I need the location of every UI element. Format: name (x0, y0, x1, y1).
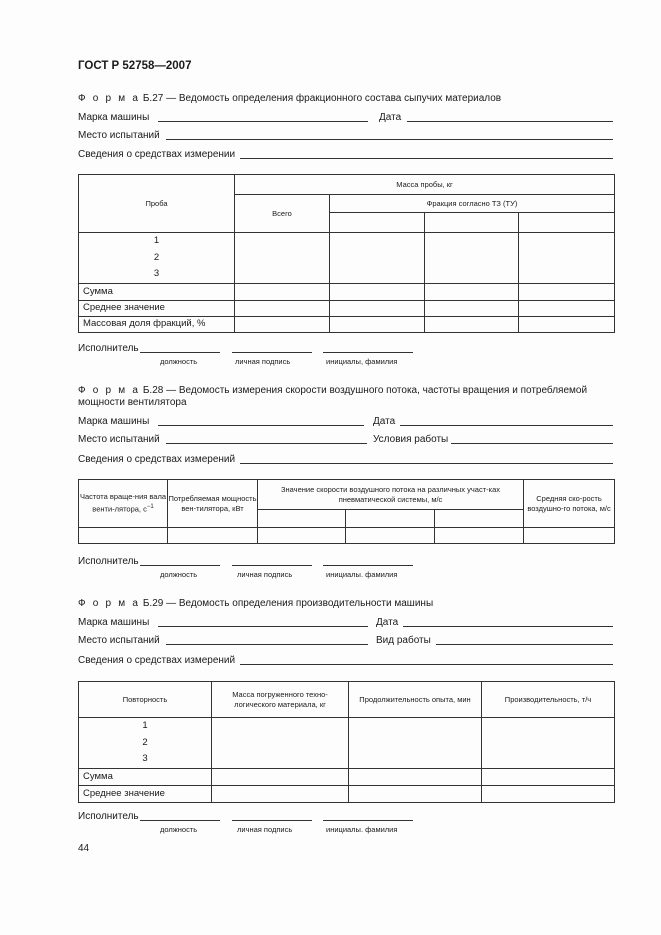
table-cell[interactable] (212, 768, 349, 785)
conditions-field[interactable] (451, 443, 613, 444)
signature-caption: личная подпись (237, 825, 293, 834)
machine-label: Марка машины (78, 112, 150, 123)
productivity-table (78, 681, 615, 803)
form-b28-title (78, 385, 618, 409)
share-row-label: Массовая доля фракций, % (79, 316, 235, 332)
place-field[interactable] (166, 443, 367, 444)
table-cell[interactable] (235, 283, 330, 300)
table-cell[interactable] (435, 510, 524, 528)
fraction-table (78, 174, 615, 333)
col-mass-header: Масса пробы, кг (235, 175, 615, 195)
form-prefix: Ф о р м а (78, 385, 141, 396)
machine-field[interactable] (158, 425, 364, 426)
col-freq-text: Частота враще-ния вала венти-лятора, с (79, 492, 167, 514)
col-productivity-header: Производительность, т/ч (482, 682, 615, 718)
col-repeat-header: Повторность (79, 682, 212, 718)
table-cell[interactable] (235, 300, 330, 316)
table-cell[interactable] (482, 718, 615, 769)
table-cell[interactable] (482, 785, 615, 802)
col-probe-header: Проба (79, 175, 235, 233)
form-title-text: Б.27 — Ведомость определения фракционного состава сыпучих материалов (140, 93, 502, 104)
table-cell[interactable] (235, 316, 330, 332)
table-cell[interactable] (425, 233, 519, 284)
row-numbers (79, 718, 212, 769)
conditions-label: Условия работы (373, 434, 449, 445)
table-cell[interactable] (330, 316, 425, 332)
signature-caption: личная подпись (235, 357, 291, 366)
table-cell[interactable] (519, 283, 615, 300)
row-number: 1 (142, 720, 148, 731)
position-caption: должность (160, 570, 198, 579)
table-cell[interactable] (425, 316, 519, 332)
table-cell[interactable] (330, 213, 425, 233)
sum-row-label: Сумма (79, 768, 212, 785)
position-caption: должность (160, 825, 198, 834)
means-field[interactable] (240, 463, 613, 464)
means-label: Сведения о средствах измерении (78, 149, 236, 160)
row-number: 3 (142, 753, 148, 764)
avg-row-label: Среднее значение (79, 785, 212, 802)
worktype-field[interactable] (436, 644, 613, 645)
machine-label: Марка машины (78, 617, 150, 628)
machine-label: Марка машины (78, 416, 150, 427)
means-label: Сведения о средствах измерений (78, 655, 236, 666)
means-field[interactable] (240, 664, 613, 665)
table-cell[interactable] (425, 283, 519, 300)
sum-row-label: Сумма (79, 283, 235, 300)
executor-label: Исполнитель (78, 811, 139, 822)
form-title-text: Б.29 — Ведомость определения производительности машины (140, 598, 434, 609)
table-cell[interactable] (349, 785, 482, 802)
table-cell[interactable] (349, 768, 482, 785)
col-total-header: Всего (235, 195, 330, 233)
place-field[interactable] (166, 139, 613, 140)
col-power-header: Потребляемая мощность вен-тилятора, кВт (168, 480, 258, 528)
table-cell[interactable] (330, 233, 425, 284)
table-cell[interactable] (258, 528, 346, 544)
col-fraction-header: Фракция согласно ТЗ (ТУ) (330, 195, 615, 213)
col-avg-header: Средняя ско-рость воздушно-го потока, м/с (524, 480, 615, 528)
form-prefix: Ф о р м а (78, 93, 141, 104)
initials-caption: инициалы. фамилия (326, 570, 398, 579)
machine-field[interactable] (158, 121, 368, 122)
table-cell[interactable] (435, 528, 524, 544)
date-field[interactable] (400, 425, 613, 426)
table-cell[interactable] (346, 528, 435, 544)
col-speed-header: Значение скорости воздушного потока на различных участ-ках пневматической системы, м/с (258, 480, 524, 510)
table-cell[interactable] (330, 283, 425, 300)
table-cell[interactable] (349, 718, 482, 769)
row-number: 2 (153, 251, 160, 263)
date-field[interactable] (403, 626, 613, 627)
worktype-label: Вид работы (376, 635, 431, 646)
position-field[interactable] (140, 820, 220, 821)
table-cell[interactable] (482, 768, 615, 785)
table-cell[interactable] (235, 233, 330, 284)
executor-label: Исполнитель (78, 343, 139, 354)
form-b27-title (78, 93, 501, 104)
table-cell[interactable] (425, 213, 519, 233)
place-field[interactable] (166, 644, 368, 645)
initials-caption: инициалы. фамилия (326, 825, 398, 834)
row-number: 3 (153, 268, 160, 279)
place-label: Место испытаний (78, 635, 160, 646)
table-cell[interactable] (425, 300, 519, 316)
document-header: ГОСТ Р 52758—2007 (78, 60, 192, 72)
fan-table (78, 479, 615, 544)
initials-field[interactable] (323, 352, 413, 353)
initials-field[interactable] (323, 565, 413, 566)
form-b29-title (78, 598, 433, 609)
place-label: Место испытаний (78, 434, 160, 445)
form-prefix: Ф о р м а (78, 598, 141, 609)
row-number: 2 (142, 736, 148, 748)
means-label: Сведения о средствах измерений (78, 454, 236, 465)
position-field[interactable] (140, 352, 220, 353)
avg-row-label: Среднее значение (79, 300, 235, 316)
signature-field[interactable] (232, 820, 312, 821)
col-freq-sup: −1 (146, 504, 154, 511)
form-title-text: Б.28 — Ведомость измерения скорости воздушного потока, частоты вращения и потребляемой мощности вентилятора (78, 385, 588, 408)
means-field[interactable] (240, 158, 613, 159)
table-cell[interactable] (212, 785, 349, 802)
initials-caption: инициалы, фамилия (326, 357, 398, 366)
row-numbers (79, 233, 235, 284)
col-duration-header: Продолжительность опыта, мин (349, 682, 482, 718)
table-cell[interactable] (212, 718, 349, 769)
date-field[interactable] (407, 121, 613, 122)
table-cell[interactable] (519, 233, 615, 284)
signature-field[interactable] (232, 565, 312, 566)
place-label: Место испытаний (78, 130, 160, 141)
executor-label: Исполнитель (78, 556, 139, 567)
machine-field[interactable] (158, 626, 368, 627)
signature-field[interactable] (232, 352, 312, 353)
table-cell[interactable] (168, 528, 258, 544)
date-label: Дата (373, 416, 396, 427)
table-cell[interactable] (346, 510, 435, 528)
table-cell[interactable] (79, 528, 168, 544)
initials-field[interactable] (323, 820, 413, 821)
page-number: 44 (78, 843, 90, 854)
table-cell[interactable] (519, 213, 615, 233)
table-cell[interactable] (524, 528, 615, 544)
date-label: Дата (379, 112, 402, 123)
table-cell[interactable] (519, 316, 615, 332)
date-label: Дата (376, 617, 399, 628)
col-mass-header: Масса погруженного техно-логического материала, кг (212, 682, 349, 718)
table-cell[interactable] (519, 300, 615, 316)
signature-caption: личная подпись (237, 570, 293, 579)
table-cell[interactable] (330, 300, 425, 316)
row-number: 1 (153, 235, 160, 246)
table-cell[interactable] (258, 510, 346, 528)
position-field[interactable] (140, 565, 220, 566)
position-caption: должность (160, 357, 198, 366)
col-freq-header (79, 480, 168, 528)
